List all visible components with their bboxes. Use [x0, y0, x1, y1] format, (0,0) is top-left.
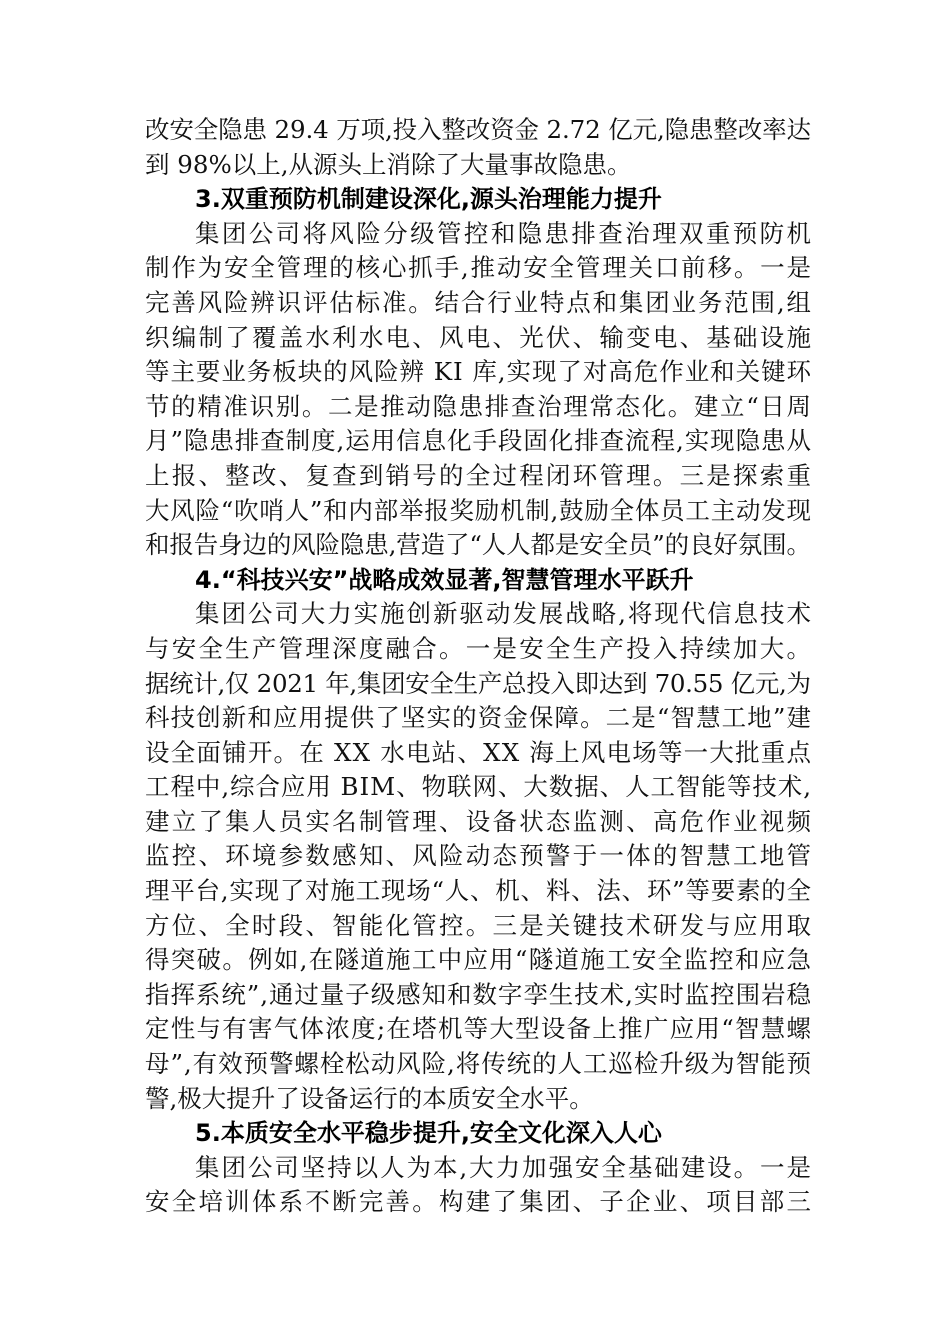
- section-heading: 3.双重预防机制建设深化,源头治理能力提升: [195, 185, 662, 214]
- text-line: 警,极大提升了设备运行的本质安全水平。: [145, 1083, 594, 1113]
- text-line: 设全面铺开。在 XX 水电站、XX 海上风电场等一大批重点: [145, 737, 813, 767]
- document-page: [145, 113, 814, 1220]
- section-heading: 5.本质安全水平稳步提升,安全文化深入人心: [195, 1119, 662, 1148]
- text-line: 改安全隐患 29.4 万项,投入整改资金 2.72 亿元,隐患整改率达: [145, 115, 811, 144]
- paragraph-first-line: 集团公司坚持以人为本,大力加强安全基础建设。一是: [195, 1152, 813, 1182]
- text-line: 上报、整改、复查到销号的全过程闭环管理。三是探索重: [145, 460, 814, 490]
- text-line: 定性与有害气体浓度;在塔机等大型设备上推广应用“智慧螺: [145, 1014, 813, 1044]
- text-line: 与安全生产管理深度融合。一是安全生产投入持续加大。: [145, 633, 814, 663]
- text-line: 得突破。例如,在隧道施工中应用“隧道施工安全监控和应急: [145, 945, 813, 975]
- paragraph-first-line: 集团公司大力实施创新驱动发展战略,将现代信息技术: [195, 599, 813, 629]
- text-line: 月”隐患排查制度,运用信息化手段固化排查流程,实现隐患从: [145, 426, 812, 456]
- text-line: 母”,有效预警螺栓松动风险,将传统的人工巡检升级为智能预: [145, 1049, 812, 1079]
- text-line: 到 98%以上,从源头上消除了大量事故隐患。: [145, 149, 632, 179]
- text-line: 方位、全时段、智能化管控。三是关键技术研发与应用取: [145, 910, 814, 940]
- text-line: 完善风险辨识评估标准。结合行业特点和集团业务范围,组: [145, 287, 813, 317]
- text-line: 大风险“吹哨人”和内部举报奖励机制,鼓励全体员工主动发现: [145, 495, 812, 525]
- text-line: 指挥系统”,通过量子级感知和数字孪生技术,实时监控围岩稳: [145, 979, 812, 1009]
- section-heading: 4.“科技兴安”战略成效显著,智慧管理水平跃升: [195, 565, 694, 594]
- text-line: 制作为安全管理的核心抓手,推动安全管理关口前移。一是: [145, 253, 813, 283]
- text-line: 安全培训体系不断完善。构建了集团、子企业、项目部三: [145, 1187, 814, 1217]
- text-line: 等主要业务板块的风险辨 KI 库,实现了对高危作业和关键环: [145, 357, 812, 387]
- text-line: 据统计,仅 2021 年,集团安全生产总投入即达到 70.55 亿元,为: [145, 668, 811, 698]
- text-line: 理平台,实现了对施工现场“人、机、料、法、环”等要素的全: [145, 876, 812, 906]
- paragraph-first-line: 集团公司将风险分级管控和隐患排查治理双重预防机: [195, 218, 814, 248]
- text-line: 科技创新和应用提供了坚实的资金保障。二是“智慧工地”建: [145, 703, 813, 733]
- text-line: 节的精准识别。二是推动隐患排查治理常态化。建立“日周: [145, 391, 813, 421]
- text-line: 织编制了覆盖水利水电、风电、光伏、输变电、基础设施: [145, 322, 814, 352]
- text-line: 监控、环境参数感知、风险动态预警于一体的智慧工地管: [145, 841, 814, 871]
- text-line: 和报告身边的风险隐患,营造了“人人都是安全员”的良好氛围。: [145, 530, 811, 560]
- text-line: 建立了集人员实名制管理、设备状态监测、高危作业视频: [145, 806, 814, 836]
- text-line: 工程中,综合应用 BIM、物联网、大数据、人工智能等技术,: [145, 772, 812, 802]
